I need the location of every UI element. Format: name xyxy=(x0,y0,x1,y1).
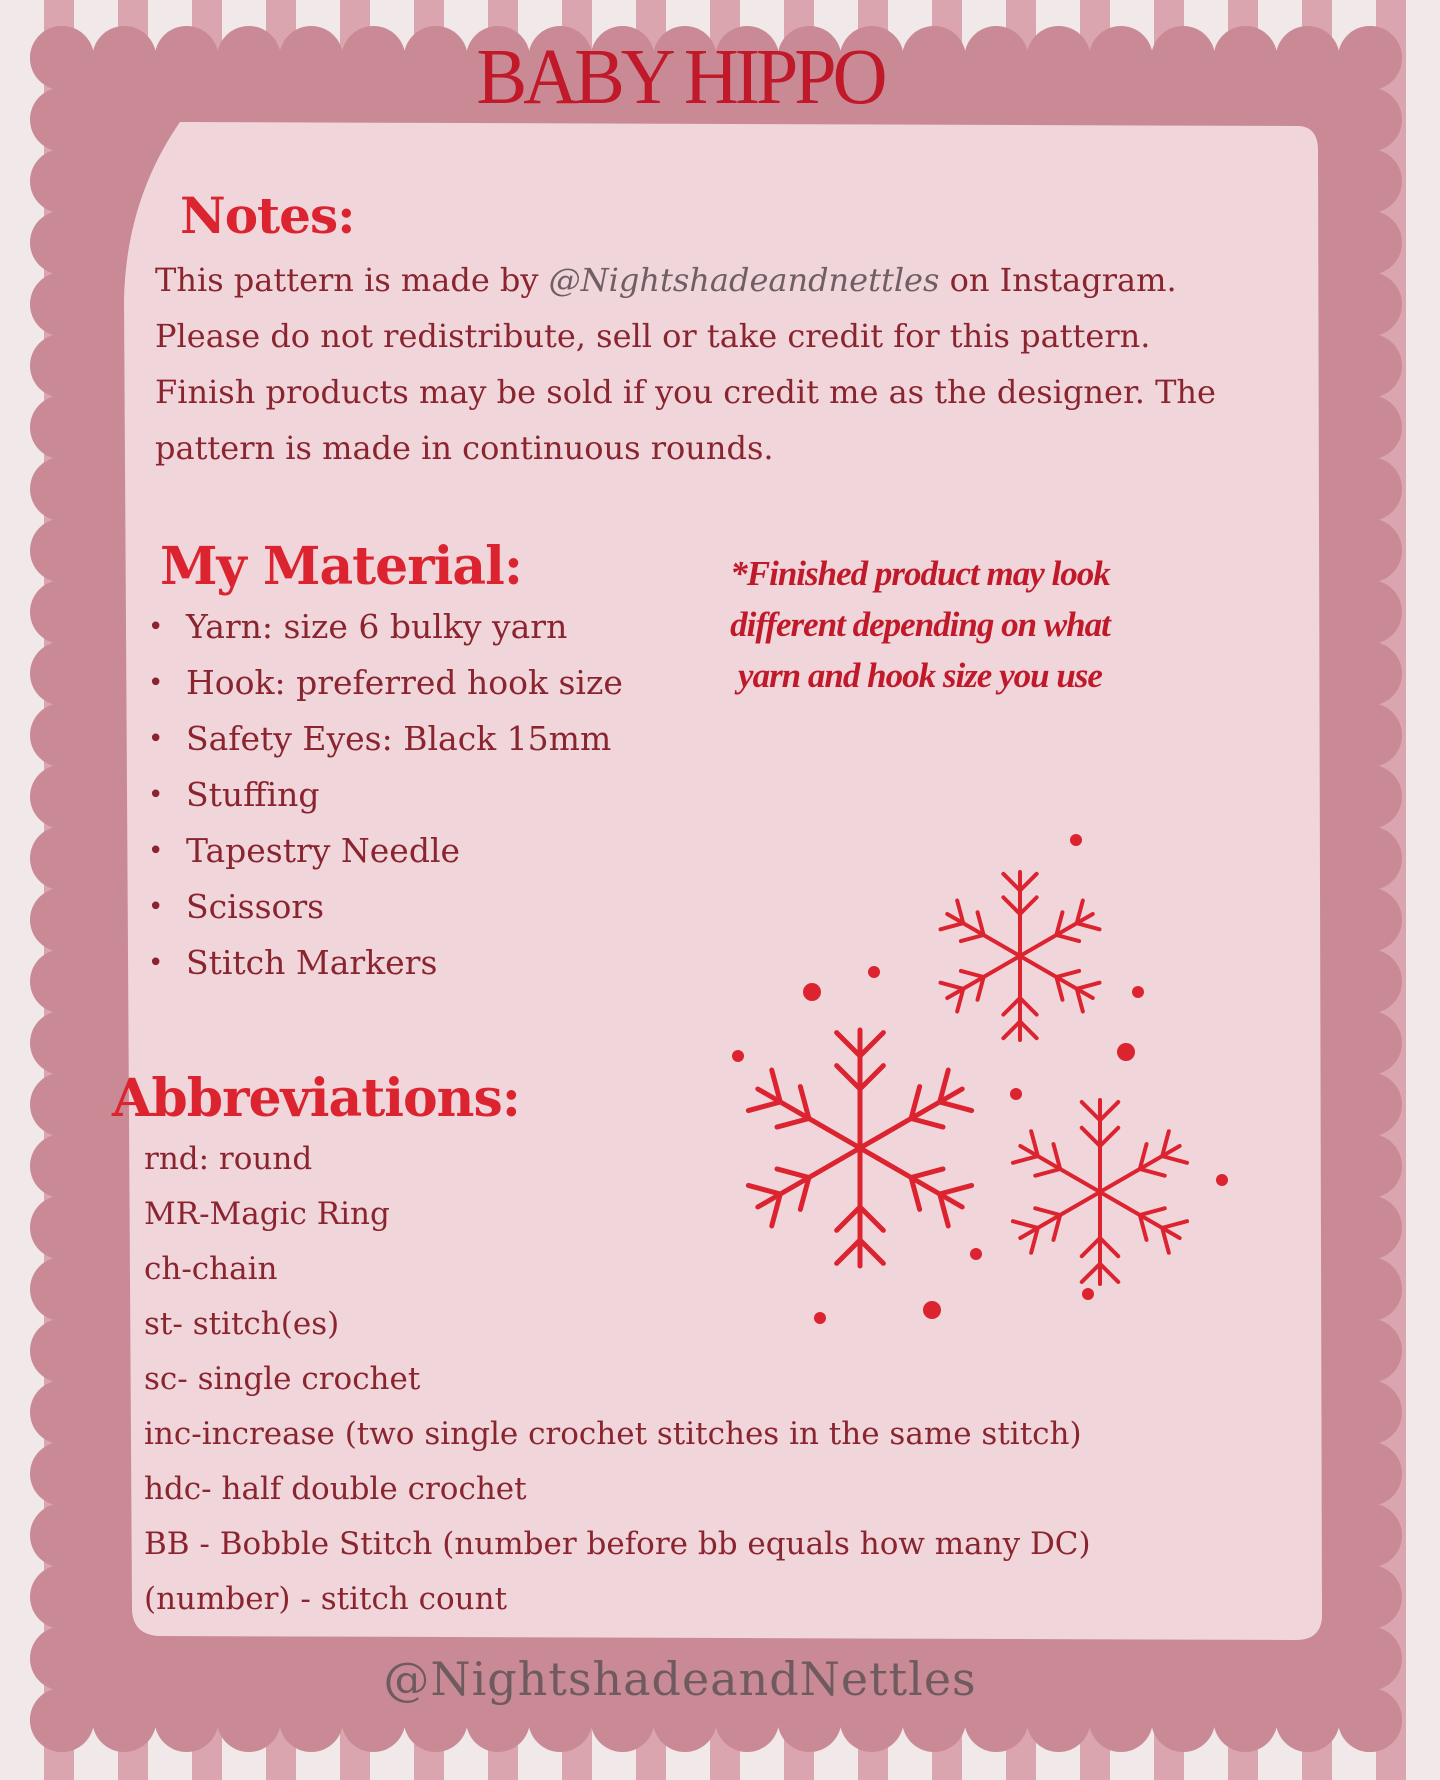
snow-dot-icon xyxy=(868,966,880,978)
snow-dot-icon xyxy=(1132,986,1144,998)
bullet-icon: • xyxy=(148,948,164,978)
list-item xyxy=(148,879,623,935)
bullet-icon: • xyxy=(148,668,164,698)
snow-dot-icon xyxy=(732,1050,744,1062)
list-item: inc-increase (two single crochet stitches in the same stitch) xyxy=(144,1416,1082,1452)
notes-paragraph xyxy=(155,252,1225,476)
snow-dot-icon xyxy=(1117,1043,1135,1061)
list-item: MR-Magic Ring xyxy=(144,1196,390,1232)
list-item xyxy=(148,599,623,655)
material-item-label: Stitch Markers xyxy=(186,943,438,982)
bullet-icon: • xyxy=(148,780,164,810)
list-item xyxy=(148,655,623,711)
notes-text-start: This pattern is made by xyxy=(155,261,549,299)
snow-dot-icon xyxy=(1010,1088,1022,1100)
snow-dot-icon xyxy=(1070,834,1082,846)
list-item: BB - Bobble Stitch (number before bb equals how many DC) xyxy=(144,1526,1091,1562)
bullet-icon: • xyxy=(148,836,164,866)
snow-dot-icon xyxy=(1216,1174,1228,1186)
bullet-icon: • xyxy=(148,724,164,754)
list-item: hdc- half double crochet xyxy=(144,1471,527,1507)
notes-text-end: on Instagram. Please do not redistribute, sell or take credit for this pattern. Finish products may be sold if you credit me as the designer. The pattern is made in continuous rounds. xyxy=(155,261,1216,467)
snowflake-icon xyxy=(941,872,1100,1040)
bullet-icon: • xyxy=(148,892,164,922)
bullet-icon: • xyxy=(148,612,164,642)
list-item: st- stitch(es) xyxy=(144,1306,340,1342)
list-item xyxy=(148,935,623,991)
material-item-label: Scissors xyxy=(186,887,325,926)
list-item: ch-chain xyxy=(144,1251,278,1287)
material-item-label: Yarn: size 6 bulky yarn xyxy=(186,607,568,646)
abbreviations-list xyxy=(144,1132,1091,1627)
list-item xyxy=(148,767,623,823)
material-item-label: Safety Eyes: Black 15mm xyxy=(186,719,612,758)
materials-heading: My Material: xyxy=(160,536,523,597)
abbreviations-heading: Abbreviations: xyxy=(112,1068,520,1129)
material-item-label: Hook: preferred hook size xyxy=(186,663,623,702)
snow-dot-icon xyxy=(803,983,821,1001)
list-item: sc- single crochet xyxy=(144,1361,421,1397)
page-title: BABY HIPPO xyxy=(476,32,884,122)
footer-handle: @NightshadeandNettles xyxy=(383,1652,977,1706)
instagram-handle: @Nightshadeandnettles xyxy=(548,261,940,299)
list-item xyxy=(148,711,623,767)
list-item: (number) - stitch count xyxy=(144,1581,508,1617)
list-item xyxy=(148,823,623,879)
list-item: rnd: round xyxy=(144,1141,313,1177)
material-item-label: Stuffing xyxy=(186,775,320,814)
material-item-label: Tapestry Needle xyxy=(186,831,461,870)
materials-list xyxy=(148,599,623,991)
notes-heading: Notes: xyxy=(180,186,355,245)
disclaimer-note: *Finished product may look different depending on what yarn and hook size you use xyxy=(730,554,1110,695)
